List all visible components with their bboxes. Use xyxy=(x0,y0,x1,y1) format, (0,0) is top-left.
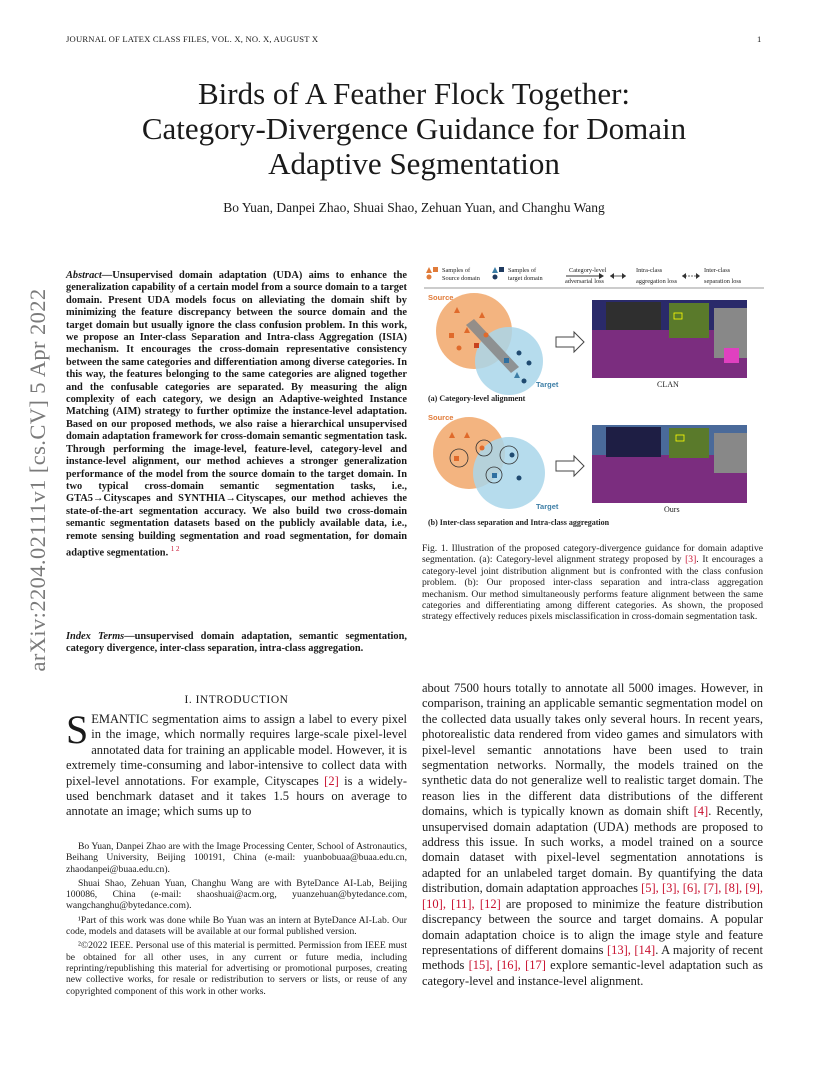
abstract-label: Abstract xyxy=(66,270,102,281)
arxiv-id: arXiv:2204.02111v1 [cs.CV] 5 Apr 2022 xyxy=(24,288,50,672)
citation-link[interactable]: [5], [3], [6], [7], [8], [9], [10], [11], [12] xyxy=(422,881,764,911)
drop-cap: S xyxy=(66,707,89,752)
legend-source-line1: Samples of xyxy=(442,267,471,274)
panel-a xyxy=(428,293,747,403)
target-label-a: Target xyxy=(536,380,559,389)
legend-intra-line2: aggregation loss xyxy=(636,278,678,285)
legend-inter-line1: Inter-class xyxy=(704,267,731,274)
figure-legend xyxy=(424,267,764,288)
abstract xyxy=(66,270,407,560)
panel-b xyxy=(428,413,747,527)
segmentation-result-ours xyxy=(592,425,747,503)
page-number: 1 xyxy=(757,34,762,44)
source-label-b: Source xyxy=(428,413,454,422)
legend-target-line1: Samples of xyxy=(508,267,537,274)
footnotes xyxy=(66,841,407,1000)
legend-inter-line2: separation loss xyxy=(704,278,742,285)
body-text: explore semantic-level adaptation such as category-level and instance-level alignment. xyxy=(422,958,763,988)
body-text: are proposed to minimize the feature distribution discrepancy between the source and target domains. A popular domain adaptation choice is to align the image style and feature representations of different domains xyxy=(422,896,763,957)
figure-caption xyxy=(422,543,763,623)
circle-icon xyxy=(493,275,498,280)
footnote-2: ²©2022 IEEE. Personal use of this material is permitted. Permission from IEEE must be obtained for all other uses, in any current or future media, including reprinting/republishing this material for advertising or promotional purposes, creating new collective works, for resale or redistribution to servers or lists, or reuse of any copyrighted component of this work in other works. xyxy=(66,940,407,997)
index-terms xyxy=(66,631,407,656)
title-line-3: Adaptive Segmentation xyxy=(268,146,560,181)
segmentation-result-clan xyxy=(592,300,747,378)
intro-text-a: EMANTIC segmentation aims to assign a label to every pixel in the image, which normally requires large-scale pixel-level annotated data for training an applicable model. However, it is extremely time-consuming and labor-intensive to collect data with pixel-level annotations. For example, Cityscapes xyxy=(66,712,407,788)
section-heading-introduction: I. INTRODUCTION xyxy=(184,694,289,706)
title-line-2: Category-Divergence Guidance for Domain xyxy=(141,111,687,146)
running-header: JOURNAL OF LATEX CLASS FILES, VOL. X, NO. X, AUGUST X xyxy=(66,34,319,44)
panel-b-caption: (b) Inter-class separation and Intra-class aggregation xyxy=(428,518,610,527)
target-label-b: Target xyxy=(536,502,559,511)
square-icon xyxy=(499,267,504,272)
abstract-footnote-marks[interactable]: 1 2 xyxy=(170,544,180,553)
body-text: . Recently, unsupervised domain adaptation (UDA) methods are proposed to address this issue. In such works, a model trained on a source domain dataset with pixel-level segmentation annotations is adapted for an unlabeled target domain. By quantifying the data distribution, domain adaptation approaches xyxy=(422,804,763,896)
body-text: about 7500 hours totally to annotate all 5000 images. However, in comparison, training an applicable semantic segmentation model on the collected data usually takes only several hours. In recent years, photorealistic data rendered from video games and simulators with pixel-level semantic annotations have been used to train segmentation networks. Normally, the models trained on the synthetic data do not generalize well to realistic target domain. The reason lies in the different data distributions of the different domains, which is typically known as domain shift xyxy=(422,681,763,819)
body-text: . A majority of recent methods xyxy=(422,942,763,973)
title-line-1: Birds of A Feather Flock Together: xyxy=(197,76,631,111)
citation-link[interactable]: [4] xyxy=(693,804,709,819)
affiliation-footnote-1: Bo Yuan, Danpei Zhao are with the Image Processing Center, School of Astronautics, Beihang University, Beijing 100191, China (e-mail: yuanbobuaa@buaa.edu.cn, zhaodanpei@buaa.edu.cn). xyxy=(66,841,407,875)
method-label-clan: CLAN xyxy=(657,380,679,389)
index-terms-text: —unsupervised domain adaptation, semantic segmentation, category divergence, inter-class separation, intra-class aggregation. xyxy=(66,631,407,655)
arrow-right-icon xyxy=(556,456,584,476)
affiliation-footnote-2: Shuai Shao, Zehuan Yuan, Changhu Wang are with ByteDance AI-Lab, Beijing 100086, China (e-mail: shaoshuai@acm.org, yuanzehuan@bytedance.com, wangchanghu@bytedance.com). xyxy=(66,877,407,912)
arrow-right-icon xyxy=(556,332,584,352)
legend-category-line1: Category-level xyxy=(569,267,607,274)
citation-link[interactable]: [13], [14] xyxy=(606,942,656,957)
source-label-a: Source xyxy=(428,293,454,302)
caption-text-b: . It encourages a category-level joint distribution alignment but is confronted with the class confusion problem. (b): Our proposed inter-class separation and intra-class aggregation mechanism. Our method simultaneously performs feature alignment between the same categories and differentiating among different categories. As shown, the proposed strategy effectively reduces pixels misclassification in cross-domain segmentation task. xyxy=(422,554,763,623)
intro-paragraph-continued xyxy=(422,681,763,989)
method-label-ours: Ours xyxy=(664,505,680,514)
caption-text-a: Fig. 1. Illustration of the proposed category-divergence guidance for domain adaptive segmentation. (a): Category-level alignment strategy proposed by xyxy=(422,543,763,566)
arxiv-stamp xyxy=(20,290,55,670)
abstract-text: —Unsupervised domain adaptation (UDA) aims to enhance the generalization capability of a certain model from a source domain to a target domain. Present UDA models focus on alleviating the domain shift by minimizing the feature discrepancy between the source domain and the target domain but usually ignore the class confusion problem. In this work, we propose an Inter-class Separation and Intra-class Aggregation (ISIA) mechanism. It encourages the cross-domain representative consistency between the same categories and differentiation among diverse categories. In this way, the features belonging to the same categories are aligned together and the confusable categories are separated. By measuring the align complexity of each category, we design an Adaptive-weighted Instance Matching (AIM) strategy to further optimize the instance-level adaptation. Based on our proposed methods, we also raise a hierarchical unsupervised domain adaptation framework for cross-domain semantic segmentation task. Through performing the image-level, feature-level, category-level and instance-level alignment, our method achieves a stronger generalization performance of the model from the source domain to the target domain. In two typical cross-domain semantic segmentation tasks, i.e., GTA5→Cityscapes and SYNTHIA→Cityscapes, our method achieves the state-of-the-art segmentation accuracy. We also build two cross-domain semantic segmentation datasets based on the publicly available data, i.e., remote sensing building segmentation and road segmentation, for domain adaptive segmentation. xyxy=(66,270,407,559)
citation-link[interactable]: [2] xyxy=(324,773,339,788)
triangle-icon xyxy=(426,267,432,273)
legend-intra-line1: Intra-class xyxy=(636,267,663,274)
panel-a-caption: (a) Category-level alignment xyxy=(428,394,526,403)
index-terms-label: Index Terms xyxy=(66,631,125,642)
triangle-icon xyxy=(492,267,498,273)
circle-icon xyxy=(427,275,432,280)
citation-link[interactable]: [3] xyxy=(685,554,697,566)
footnote-1: ¹Part of this work was done while Bo Yuan was an intern at ByteDance AI-Lab. Our code, models and datasets will be available at our formal published version. xyxy=(66,914,407,938)
citation-link[interactable]: [15], [16], [17] xyxy=(468,958,546,973)
figure-1 xyxy=(424,263,764,533)
legend-target-line2: target domain xyxy=(508,275,543,282)
intro-text-b: is a widely-used benchmark dataset and it takes 1.5 hours on average to annotate an image; which sums up to xyxy=(66,773,407,819)
square-icon xyxy=(433,267,438,272)
intro-paragraph xyxy=(66,707,407,820)
legend-source-line2: Source domain xyxy=(442,275,480,282)
paper-title xyxy=(60,76,768,181)
author-list: Bo Yuan, Danpei Zhao, Shuai Shao, Zehuan Yuan, and Changhu Wang xyxy=(223,200,605,215)
legend-category-line2: adversarial loss xyxy=(565,278,604,285)
